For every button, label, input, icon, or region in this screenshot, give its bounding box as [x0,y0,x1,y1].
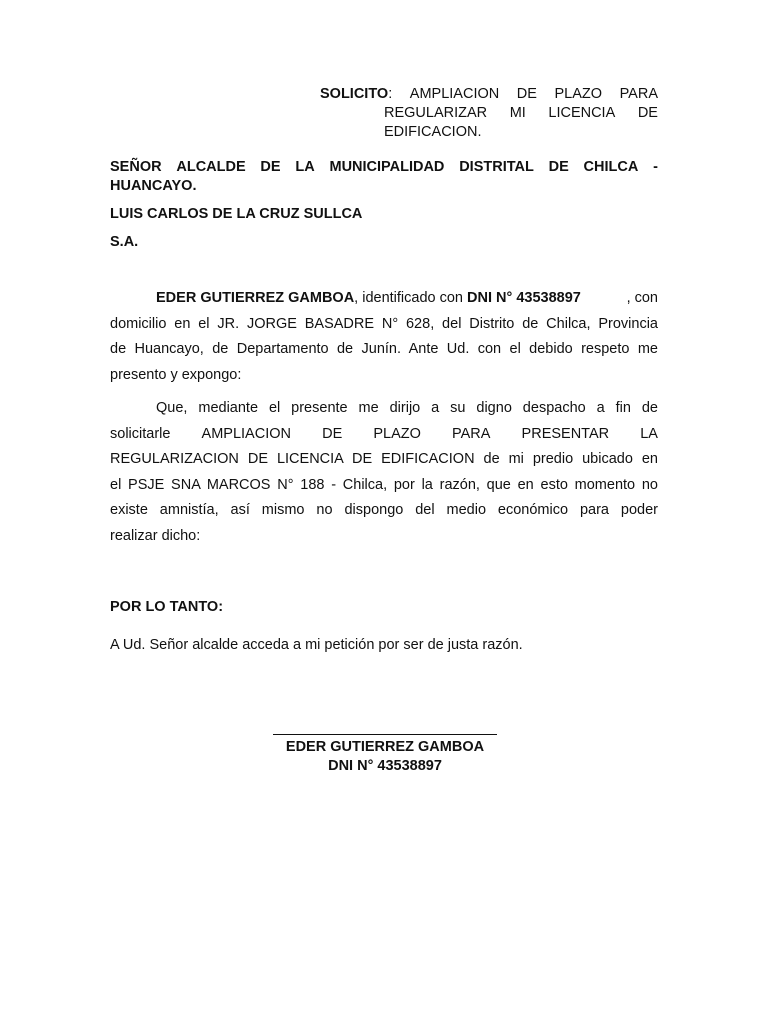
subject-l2-w3: LICENCIA [548,105,616,121]
subject-label: SOLICITO [320,86,389,102]
salutation-sa: S.A. [110,234,139,250]
p1-l1-left [156,286,581,312]
closing-request: A Ud. Señor alcalde acceda a mi petición por ser de justa razón. [110,637,523,653]
p2-l2-w7: LA [640,425,658,442]
subject-block [320,85,658,142]
p2-line-3: REGULARIZACION DE LICENCIA DE EDIFICACION de mi predio ubicado en [110,451,658,467]
subject-colon: : [388,86,393,102]
recipient-line-2: HUANCAYO. [110,178,197,194]
therefore-heading: POR LO TANTO: [110,599,224,615]
subject-l2-w1: REGULARIZAR [384,105,488,121]
p2-l2-w4: PLAZO [373,425,421,442]
signature-dni: DNI N° 43538897 [328,758,442,774]
subject-w1: AMPLIACION [409,86,500,102]
p1-line-4: presento y expongo: [110,366,242,383]
p2-l2-w5: PARA [452,425,491,442]
subject-line-3: EDIFICACION. [384,124,482,140]
recipient-person: LUIS CARLOS DE LA CRUZ SULLCA [110,206,363,222]
p2-line-4: el PSJE SNA MARCOS N° 188 - Chilca, por la razón, que en esto momento no [110,476,658,493]
recipient-w9: - [653,159,658,175]
signature-name: EDER GUTIERREZ GAMBOA [285,739,485,755]
p2-l2-w3: DE [322,425,343,442]
paragraph-identification [110,286,658,388]
recipient-w4: LA [295,159,315,175]
p1-text-2: , con [626,290,658,306]
recipient-w8: CHILCA [583,159,639,175]
subject-l2-w4: DE [637,105,658,121]
recipient-w7: DE [548,159,569,175]
subject-w3: PLAZO [554,86,603,102]
paragraph-request [110,396,658,549]
p1-line-1 [110,286,658,312]
subject-label-group [320,85,392,104]
p1-text-1: , identificado con [354,290,468,306]
p2-line-2 [110,422,658,448]
applicant-name: EDER GUTIERREZ GAMBOA [156,290,355,306]
subject-line-1 [320,85,658,104]
subject-l2-w2: MI [509,105,526,121]
recipient-line-1 [110,158,658,177]
subject-w2: DE [516,86,537,102]
recipient-w6: DISTRITAL [459,159,534,175]
recipient-block [110,158,658,196]
recipient-w3: DE [260,159,281,175]
p2-l2-w2: AMPLIACION [201,425,291,442]
p2-line-5: existe amnistía, así mismo no dispongo del medio económico para poder [110,502,658,518]
signature-block [270,722,500,776]
p2-l2-w6: PRESENTAR [521,425,610,442]
p2-l2-w1: solicitarle [110,425,171,442]
p2-line-6: realizar dicho: [110,527,201,544]
subject-line-2 [384,104,658,123]
subject-w4: PARA [619,86,658,102]
p1-line-2: domicilio en el JR. JORGE BASADRE N° 628, del Distrito de Chilca, Provincia [110,315,658,332]
p2-line-1: Que, mediante el presente me dirijo a su digno despacho a fin de [156,400,658,416]
subject-continuation [384,104,658,142]
signature-line [273,722,497,735]
applicant-dni: DNI N° 43538897 [467,290,581,306]
recipient-w5: MUNICIPALIDAD [329,159,445,175]
p1-line-3: de Huancayo, de Departamento de Junín. Ante Ud. con el debido respeto me [110,341,658,357]
recipient-w1: SEÑOR [110,159,162,175]
recipient-w2: ALCALDE [176,159,246,175]
